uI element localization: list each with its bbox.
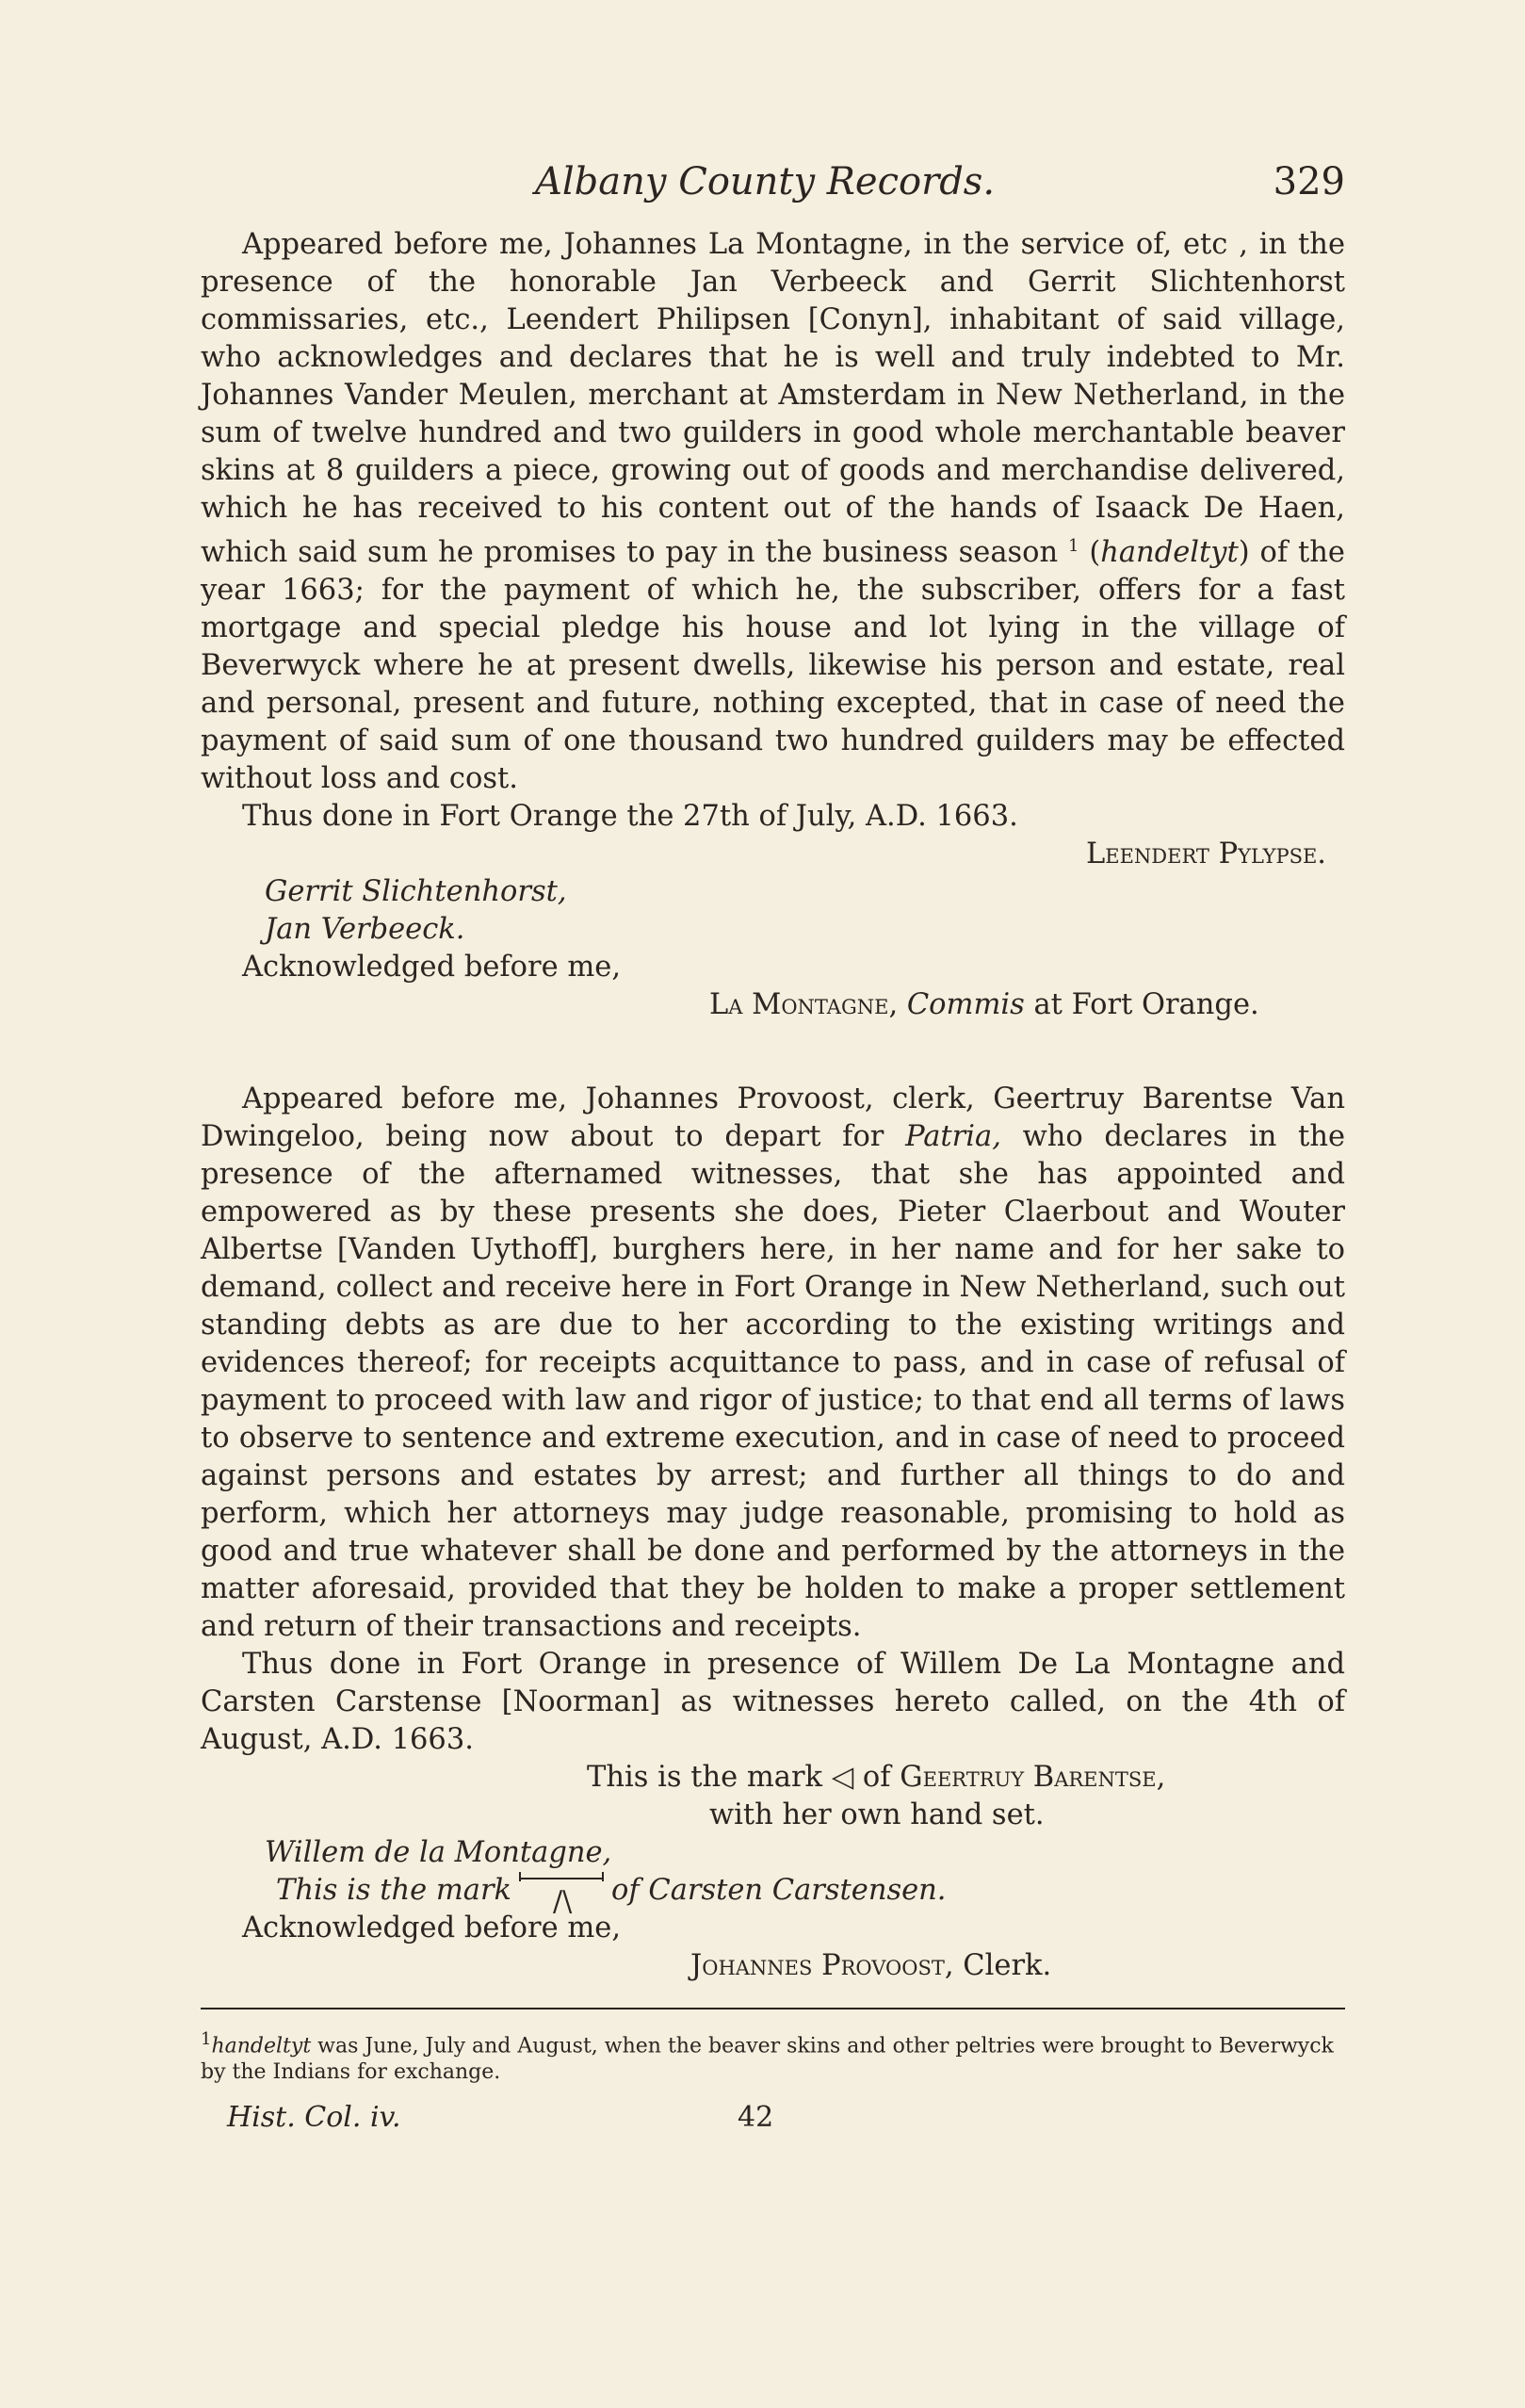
record-leendert [201, 226, 1345, 1024]
clerk-name: Johannes Provoost, [690, 1949, 954, 1983]
footnote-text: was June, July and August, when the beaver skins and other peltries were brought to Beverwyck by the Indians for exchange. [201, 2034, 1334, 2085]
footnote-marker: 1 [201, 2029, 212, 2050]
footnote [201, 2026, 1345, 2086]
official-title: Commis [906, 988, 1025, 1022]
record-geertruy [201, 1081, 1345, 1985]
carsten-text: of Carsten Carstensen. [611, 1874, 947, 1908]
paragraph-text: Appeared before me, Johannes Provoost, clerk, Geertruy Barentse Van Dwingeloo, being now about to depart for [201, 1082, 1345, 1154]
done-line: Thus done in Fort Orange the 27th of July, A.D. 1663. [242, 800, 1018, 834]
official-place: at Fort Orange. [1033, 988, 1259, 1022]
page-footer [201, 2101, 1345, 2139]
signer-name: Leendert Pylypse. [1086, 838, 1326, 871]
italic-term: handeltyt [1100, 536, 1239, 570]
collection-reference: Hist. Col. iv. [227, 2101, 401, 2135]
document-page [201, 160, 1345, 2139]
mark-name: Geertruy Barentse, [900, 1761, 1166, 1795]
paragraph-mortgage: Appeared before me, Johannes La Montagne, in the service of, etc , in the presence of the honorable Jan Verbeeck and Gerrit Slichtenhorst commissaries, etc., Leendert Philipsen [Conyn], inhabitant of said village, who acknowledges and declares that he is well and truly indebted to Mr. Johannes Vander Meulen, merchant at Amsterdam in New Netherland, in the sum of twelve hundred and two guilders in good whole merchantable beaver skins at 8 guilders a piece, growing out of goods and merchandise delivered, which he has received to his content out of the hands of Isaack De Haen, which said sum he promises to pay in the business season $^1$ (handeltyt) of the year 1663; for the payment of which he, the subscriber, offers for a fast mortgage and special pledge his house and lot lying in the village of Beverwyck where he at present dwells, likewise his person and estate, real and personal, present and future, nothing excepted, that in case of need the payment of said sum of one thousand two hundred guilders may be effected without loss and cost. [201, 228, 1345, 796]
carsten-text: This is the mark [276, 1874, 512, 1908]
official-name: La Montagne, [709, 988, 899, 1022]
acknowledged-line: Acknowledged before me, [242, 951, 622, 984]
italic-place: Patria, [905, 1120, 1001, 1154]
done-line: Thus done in Fort Orange in presence of Willem De La Montagne and Carsten Carstense [Noorman] as witnesses hereto called, on the 4th of August, A.D. 1663. [201, 1648, 1345, 1757]
mark-symbol: ◁ [831, 1761, 854, 1795]
page-header [201, 160, 1345, 226]
mark-bracket [519, 1878, 604, 1919]
acknowledged-line: Acknowledged before me, [242, 1912, 622, 1945]
clerk-title: Clerk. [963, 1949, 1052, 1983]
footnote-term: handeltyt [211, 2034, 312, 2058]
official-signature [201, 986, 1345, 1024]
footnote-ref: 1 [1068, 536, 1079, 556]
signature-mark: 42 [738, 2101, 774, 2135]
paragraph-power-of-attorney [201, 1081, 1345, 1646]
witness-line: Gerrit Slichtenhorst, [265, 875, 567, 909]
paragraph-text: of the year 1663; for the payment of which he, the subscriber, offers for a fast mortgage and special pledge his house and lot lying in the village of Beverwyck where he at present dwells, likewise his person and estate, real and personal, present and future, nothing excepted, that in case of need the payment of said sum of one thousand two hundred guilders may be effected without loss and cost. [201, 536, 1345, 796]
mark-text: of [862, 1761, 891, 1795]
paragraph-text: who declares in the presence of the afternamed witnesses, that she has appointed and empowered as by these presents she does, Pieter Claerbout and Wouter Albertse [Vanden Uythoff], burghers here, in her name and for her sake to demand, collect and receive here in Fort Orange in New Netherland, such out standing debts as are due to her according to the existing writings and evidences thereof; for receipts acquittance to pass, and in case of refusal of payment to proceed with law and rigor of justice; to that end all terms of laws to observe to sentence and extreme execution, and in case of need to proceed against persons and estates by arrest; and further all things to do and perform, which her attorneys may judge reasonable, promising to hold as good and true whatever shall be done and performed by the attorneys in the matter aforesaid, provided that they be holden to make a proper settlement and return of their transactions and receipts. [201, 1120, 1346, 1644]
carsten-mark-line [201, 1872, 1345, 1919]
paragraph-text: Appeared before me, Johannes La Montagne, in the service of, etc , in the presence of the honorable Jan Verbeeck and Gerrit Slichtenhorst commissaries, etc., Leendert Philipsen [Conyn], inhabitant of said village, who acknowledges and declares that he is well and truly indebted to Mr. Johannes Vander Meulen, merchant at Amsterdam in New Netherland, in the sum of twelve hundred and two guilders in good whole merchantable beaver skins at 8 guilders a piece, growing out of goods and merchandise delivered, which he has received to his content out of the hands of Isaack De Haen, which said sum he promises to pay in the business season [201, 228, 1345, 570]
section-separator [201, 1024, 1345, 1081]
mark-line-2: with her own hand set. [709, 1798, 1045, 1832]
running-title: Albany County Records. [535, 160, 996, 203]
mark-text: This is the mark [587, 1761, 823, 1795]
page-number: 329 [1273, 160, 1345, 203]
mark-line [201, 1759, 1345, 1797]
witness-line: Jan Verbeeck. [265, 913, 465, 947]
carsten-mark-symbol: /\ [553, 1885, 573, 1919]
witness-line: Willem de la Montagne, [265, 1836, 612, 1870]
footnote-rule [201, 2008, 1345, 2009]
clerk-signature [201, 1947, 1345, 1985]
